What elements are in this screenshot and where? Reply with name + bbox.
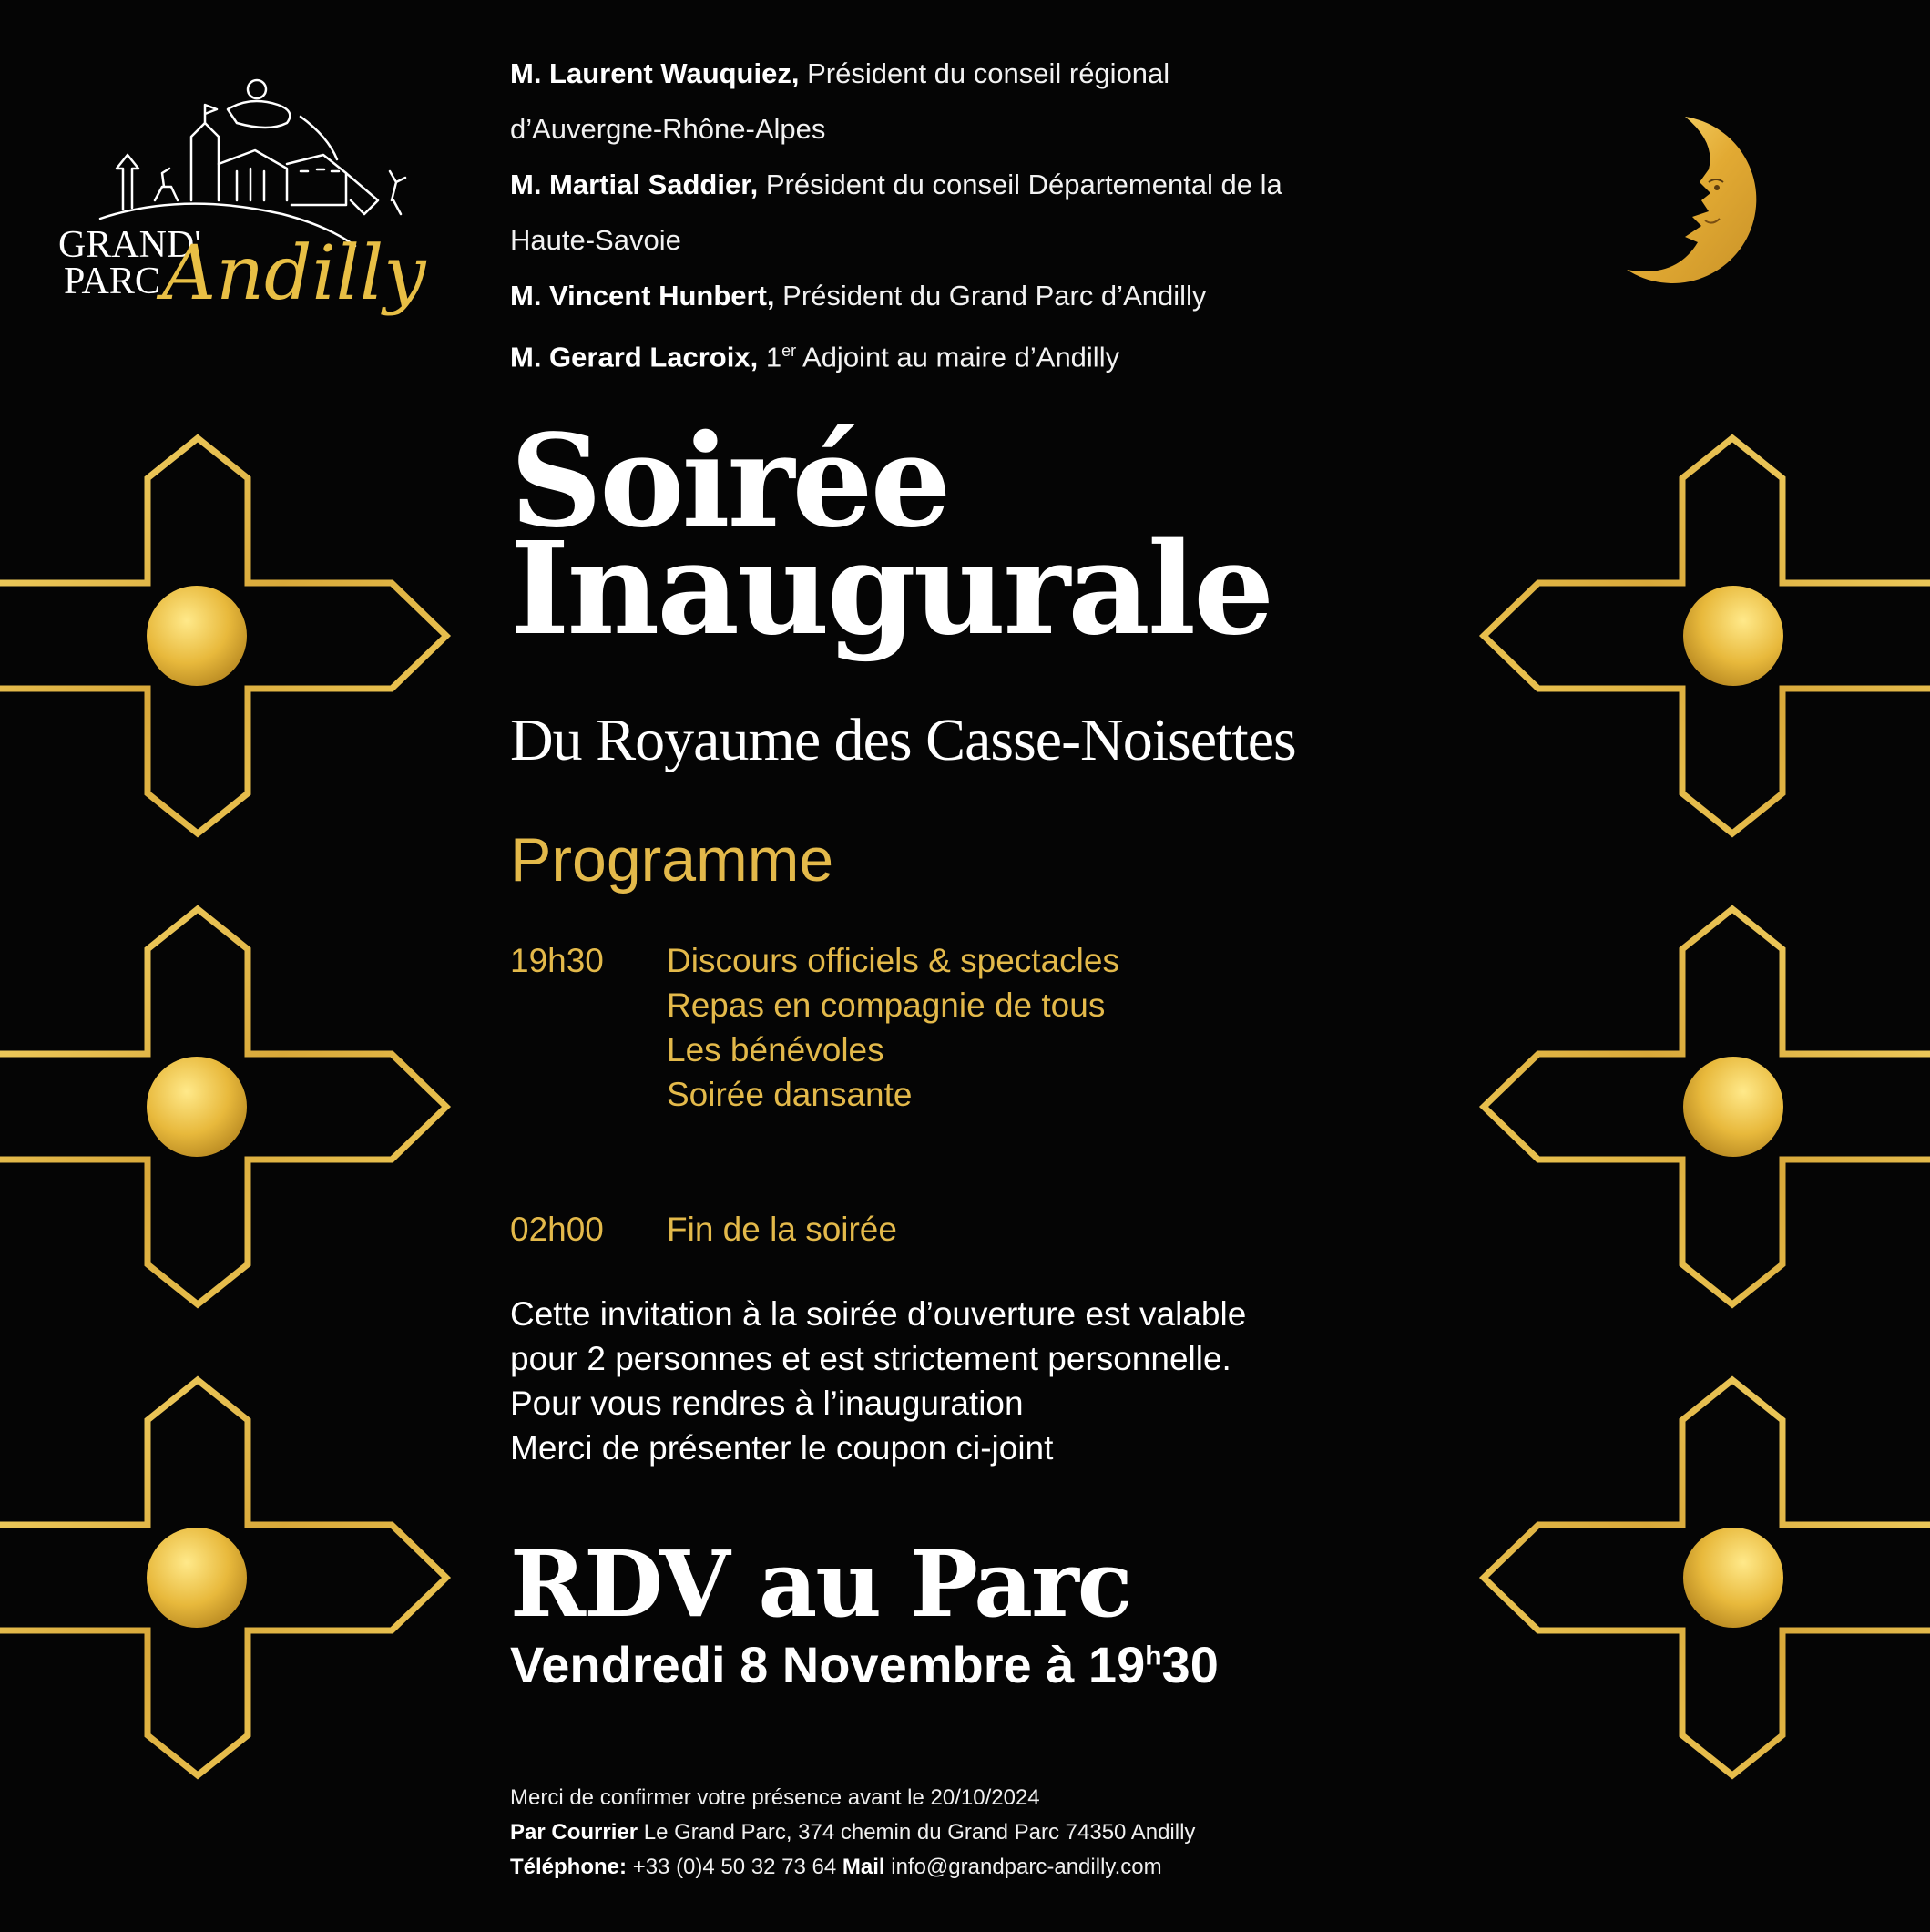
officials-list	[510, 46, 1421, 384]
crescent-moon-face-icon	[1621, 109, 1803, 291]
schedule-item: Repas en compagnie de tous	[667, 986, 1106, 1024]
mail-label: Mail	[842, 1855, 885, 1879]
event-date	[510, 1635, 1219, 1694]
schedule-item: Les bénévoles	[667, 1031, 884, 1068]
logo-grand: GRAND'	[58, 224, 201, 266]
official-name: M. Gerard Lacroix,	[510, 341, 759, 373]
schedule-items	[667, 938, 1119, 1117]
official-role: d’Auvergne-Rhône-Alpes	[510, 113, 826, 145]
date-hour-sup: h	[1145, 1641, 1162, 1671]
rdv-title: RDV au Parc	[510, 1530, 1131, 1638]
official-lacroix	[510, 323, 1421, 384]
official-saddier	[510, 157, 1421, 212]
schedule-item: Discours officiels & spectacles	[667, 942, 1119, 979]
title-line-1: Soirée	[510, 407, 949, 557]
event-title	[510, 407, 1272, 664]
confirm-line: Merci de confirmer votre présence avant le 20/10/2024	[510, 1785, 1040, 1810]
grand-parc-andilly-logo	[55, 64, 428, 337]
programme-heading: Programme	[510, 825, 834, 894]
courrier-line	[510, 1815, 1195, 1850]
official-hunbert	[510, 268, 1421, 323]
schedule-time: 02h00	[510, 1211, 604, 1248]
official-wauquiez	[510, 46, 1421, 101]
date-minutes: 30	[1161, 1636, 1219, 1693]
event-subtitle: Du Royaume des Casse-Noisettes	[510, 707, 1296, 773]
mail-address[interactable]: info@grandparc-andilly.com	[891, 1855, 1162, 1879]
phone-number: +33 (0)4 50 32 73 64	[632, 1855, 837, 1879]
official-role: Adjoint au maire d’Andilly	[802, 341, 1120, 373]
courrier-address: Le Grand Parc, 374 chemin du Grand Parc 74350 Andilly	[643, 1820, 1196, 1845]
invitation-line: pour 2 personnes et est strictement personnelle.	[510, 1340, 1231, 1377]
phone-mail-line	[510, 1850, 1195, 1885]
schedule-time: 19h30	[510, 942, 604, 979]
logo-parc: PARC	[64, 261, 160, 302]
schedule-items	[667, 1207, 897, 1252]
official-rank: 1	[765, 341, 782, 373]
invitation-line: Pour vous rendres à l’inauguration	[510, 1385, 1024, 1422]
official-saddier-cont	[510, 212, 1421, 268]
official-role: Président du conseil Départemental de la	[765, 169, 1282, 200]
invitation-text	[510, 1292, 1246, 1470]
official-role: Président du conseil régional	[807, 57, 1170, 89]
official-name: M. Martial Saddier,	[510, 169, 759, 200]
official-wauquiez-cont	[510, 101, 1421, 157]
invitation-line: Merci de présenter le coupon ci-joint	[510, 1429, 1054, 1467]
contact-info	[510, 1781, 1195, 1885]
official-role: Haute-Savoie	[510, 224, 681, 256]
courrier-label: Par Courrier	[510, 1820, 638, 1845]
official-name: M. Laurent Wauquiez,	[510, 57, 800, 89]
schedule-item: Soirée dansante	[667, 1076, 913, 1113]
invitation-line: Cette invitation à la soirée d’ouverture est valable	[510, 1295, 1247, 1333]
official-rank-sup: er	[781, 342, 797, 360]
official-name: M. Vincent Hunbert,	[510, 280, 775, 312]
schedule-item: Fin de la soirée	[667, 1211, 897, 1248]
logo-andilly: Andilly	[162, 230, 426, 317]
title-line-2: Inaugurale	[510, 515, 1272, 664]
date-main: Vendredi 8 Novembre à 19	[510, 1636, 1146, 1693]
official-role: Président du Grand Parc d’Andilly	[782, 280, 1207, 312]
phone-label: Téléphone:	[510, 1855, 628, 1879]
